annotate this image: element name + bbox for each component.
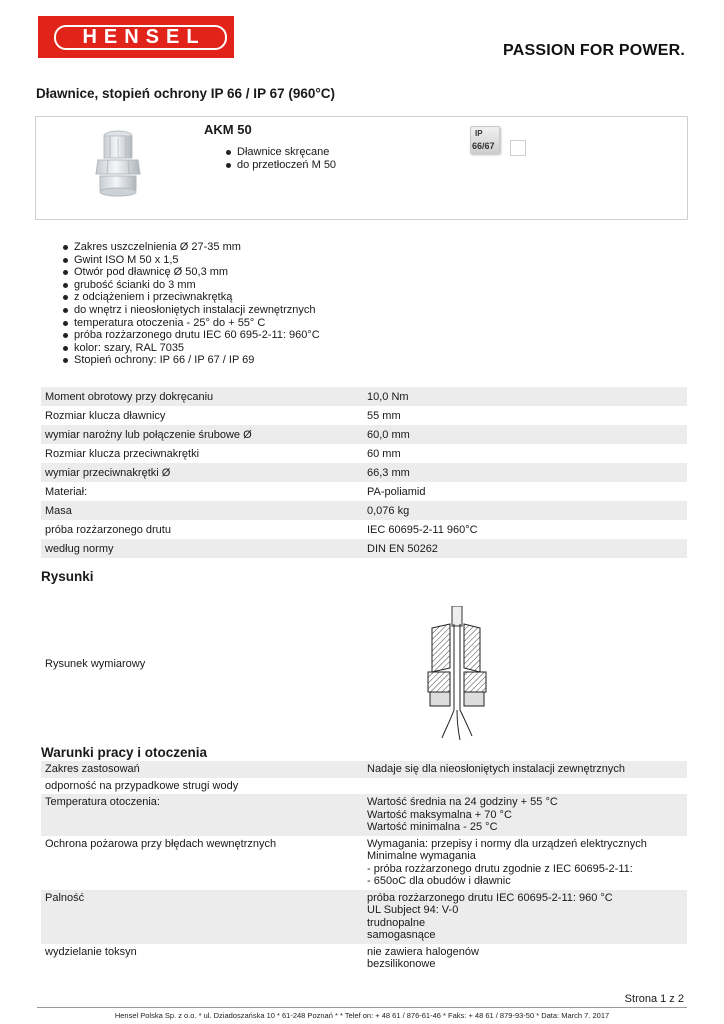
list-item: do wnętrz i nieosłoniętych instalacji zewnętrznych	[61, 304, 320, 317]
spec-value: IEC 60695-2-11 960°C	[367, 523, 478, 536]
table-row	[41, 761, 687, 778]
table-row	[41, 463, 687, 482]
condition-value	[363, 778, 687, 795]
footer-text: Hensel Polska Sp. z o.o. * ul. Dziadoszańska 10 * 61-248 Poznań * * Telef on: + 48 61 / 876-61-46 * Faks: + 48 61 / 879-93-50 * Data: March 7. 2017	[114, 1011, 610, 1020]
ip-badge-value: 66/67	[472, 141, 495, 151]
spec-label: Masa	[41, 501, 363, 520]
spec-value: DIN EN 50262	[363, 539, 687, 558]
list-item: Otwór pod dławnicę Ø 50,3 mm	[61, 266, 320, 279]
value-line: Wartość średnia na 24 godziny + 55 °C	[367, 796, 558, 808]
condition-value	[363, 761, 687, 778]
drawing-label: Rysunek wymiarowy	[45, 658, 146, 670]
spec-value: 60 mm	[367, 447, 401, 460]
value-line: Nadaje się dla nieosłoniętych instalacji zewnętrznych	[367, 763, 626, 775]
table-row	[41, 539, 687, 558]
spec-value: 0,076 kg	[363, 501, 687, 520]
list-item: temperatura otoczenia - 25° do + 55° C	[61, 317, 320, 330]
list-item: do przetłoczeń M 50	[224, 159, 336, 172]
condition-label: Zakres zastosowań	[41, 761, 363, 778]
value-line: Wymagania: przepisy i normy dla urządzeń elektrycznych	[367, 837, 647, 850]
ip-rating-badge	[470, 126, 500, 154]
spec-value: 66,3 mm	[363, 463, 687, 482]
condition-value	[363, 794, 687, 836]
condition-label: Ochrona pożarowa przy błędach wewnętrznych	[45, 837, 277, 850]
condition-label: odporność na przypadkowe strugi wody	[45, 779, 239, 792]
list-item: Dławnice skręcane	[224, 146, 336, 159]
condition-value	[363, 944, 687, 973]
spec-value: PA-poliamid	[367, 485, 426, 498]
condition-label: Temperatura otoczenia:	[41, 794, 363, 836]
table-row	[41, 778, 687, 795]
table-row	[41, 482, 687, 501]
value-line: UL Subject 94: V-0	[367, 904, 459, 916]
empty-icon-box	[510, 140, 526, 156]
hensel-logo	[38, 16, 234, 58]
conditions-table	[41, 761, 687, 973]
table-row	[41, 794, 687, 836]
table-row	[41, 387, 687, 406]
spec-label: według normy	[41, 539, 363, 558]
list-item: grubość ścianki do 3 mm	[61, 279, 320, 292]
value-line: Minimalne wymagania	[367, 850, 476, 862]
feature-list	[61, 241, 320, 367]
value-line: bezsilikonowe	[367, 958, 436, 970]
condition-value	[363, 890, 687, 944]
list-item: z odciążeniem i przeciwnakrętką	[61, 291, 320, 304]
spec-label: Materiał:	[45, 485, 88, 498]
condition-label: wydzielanie toksyn	[45, 945, 137, 958]
list-item: Zakres uszczelnienia Ø 27-35 mm	[61, 241, 320, 254]
dimension-drawing	[420, 606, 492, 744]
slogan: PASSION FOR POWER.	[503, 42, 685, 59]
cable-gland-photo	[90, 128, 146, 200]
value-line: Wartość minimalna - 25 °C	[367, 821, 498, 833]
list-item: próba rozżarzonego drutu IEC 60 695-2-11: 960°C	[61, 329, 320, 342]
table-row	[41, 520, 687, 539]
spec-value: 10,0 Nm	[363, 387, 687, 406]
table-row	[41, 425, 687, 444]
spec-value: 55 mm	[367, 409, 401, 422]
page-number: Strona 1 z 2	[624, 993, 684, 1005]
spec-label: Moment obrotowy przy dokręcaniu	[41, 387, 363, 406]
conditions-heading: Warunki pracy i otoczenia	[41, 745, 208, 760]
condition-value	[363, 836, 687, 890]
product-bullets	[224, 146, 336, 171]
spec-label: Rozmiar klucza przeciwnakrętki	[45, 447, 200, 460]
spec-table	[41, 387, 687, 558]
ip-badge-label: IP	[475, 129, 483, 138]
product-name: AKM 50	[204, 122, 252, 137]
footer-divider	[37, 1007, 687, 1008]
spec-label: wymiar narożny lub połączenie śrubowe Ø	[41, 425, 363, 444]
table-row	[41, 944, 687, 973]
value-line: nie zawiera halogenów	[367, 945, 479, 958]
table-row	[41, 444, 687, 463]
list-item: Gwint ISO M 50 x 1,5	[61, 254, 320, 267]
table-row	[41, 406, 687, 425]
spec-label: Rozmiar klucza dławnicy	[45, 409, 166, 422]
value-line: - 650oC dla obudów i dławnic	[367, 875, 511, 887]
value-line: samogasnące	[367, 929, 436, 941]
spec-label: wymiar przeciwnakrętki Ø	[41, 463, 363, 482]
table-row	[41, 890, 687, 944]
value-line: - próba rozżarzonego drutu zgodnie z IEC 60695-2-11:	[367, 862, 633, 875]
condition-label: Palność	[41, 890, 363, 944]
value-line: Wartość maksymalna + 70 °C	[367, 808, 512, 821]
value-line: trudnopalne	[367, 916, 426, 929]
value-line: próba rozżarzonego drutu IEC 60695-2-11: 960 °C	[367, 891, 613, 904]
drawings-heading: Rysunki	[41, 569, 94, 584]
spec-value: 60,0 mm	[363, 425, 687, 444]
list-item: Stopień ochrony: IP 66 / IP 67 / IP 69	[61, 354, 320, 367]
list-item: kolor: szary, RAL 7035	[61, 342, 320, 355]
logo-text: HENSEL	[54, 25, 227, 50]
document-title: Dławnice, stopień ochrony IP 66 / IP 67 (960°C)	[36, 86, 336, 101]
table-row	[41, 836, 687, 890]
spec-label: próba rozżarzonego drutu	[45, 523, 171, 536]
table-row	[41, 501, 687, 520]
